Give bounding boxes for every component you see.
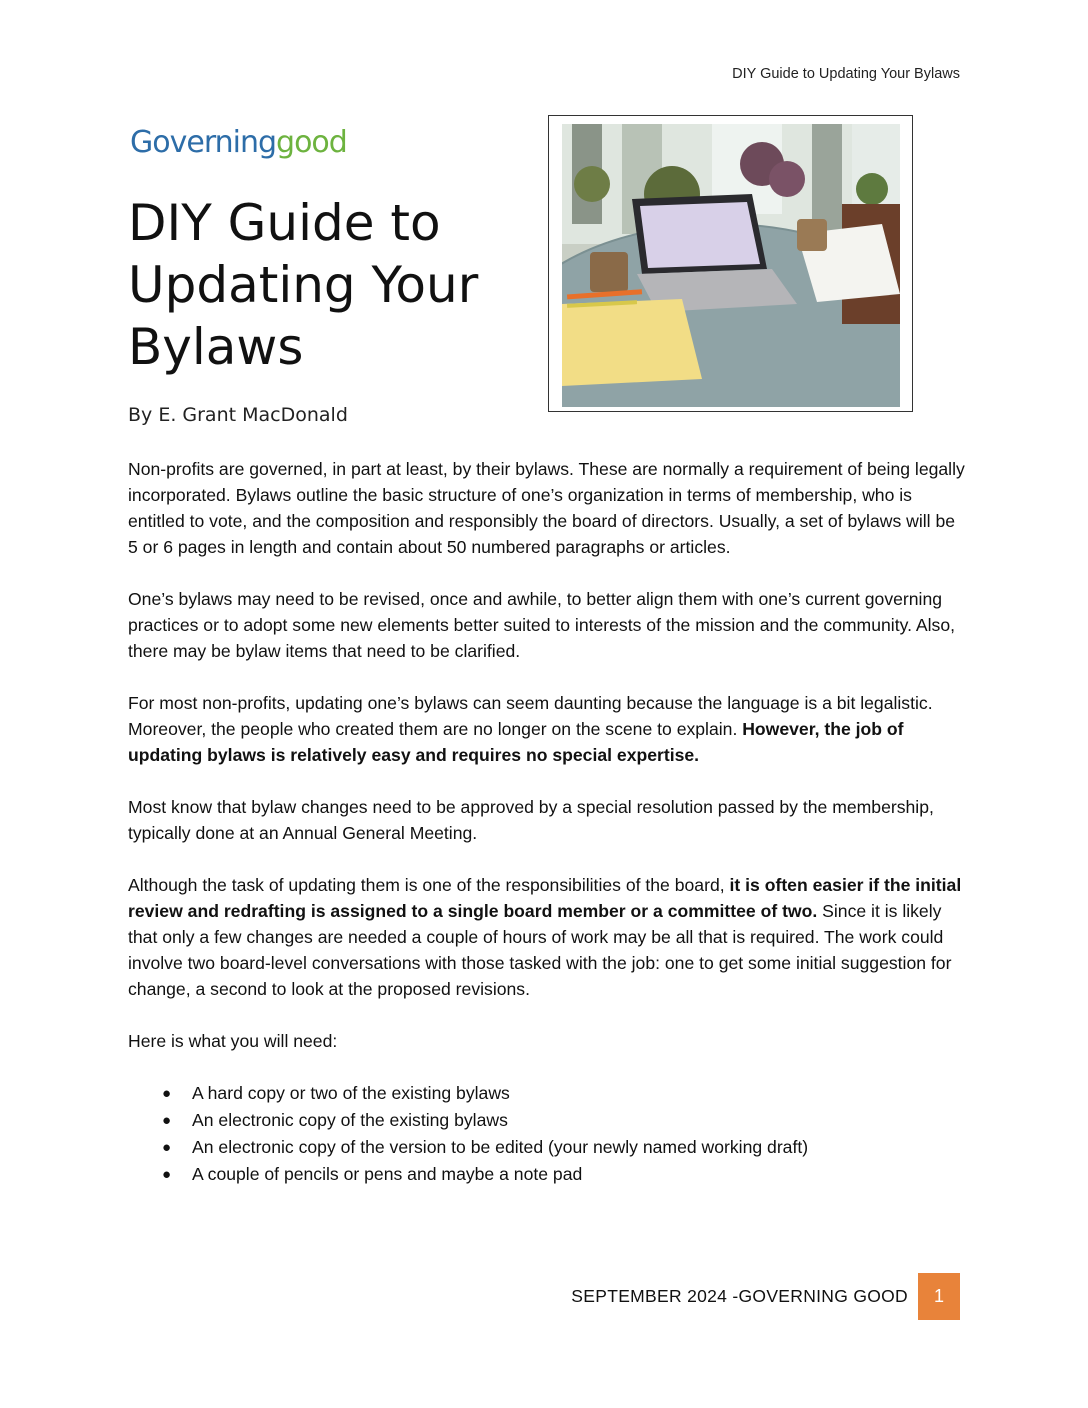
title-line-3: Bylaws	[128, 318, 304, 376]
paragraph-daunting-emphasis: However, the job of updating bylaws is relatively easy and requires no special expertise.	[128, 719, 904, 765]
list-item-text: An electronic copy of the version to be edited (your newly named working draft)	[192, 1137, 809, 1157]
document-title	[128, 192, 528, 378]
list-item-text: A couple of pencils or pens and maybe a note pad	[192, 1164, 583, 1184]
paragraph-task-text-2: Since it is likely that only a few changes are needed a couple of hours of work may be all that is required. The work could involve two board-level conversations with those tasked with the job: one to get some initial suggestion for change, a second to look at the proposed revisions.	[128, 901, 952, 999]
list-item	[128, 1080, 968, 1107]
paragraph-daunting	[128, 690, 968, 768]
paragraph-daunting-text: For most non-profits, updating one’s bylaws can seem daunting because the language is a bit legalistic. Moreover, the people who created them are no longer on the scene to explain.	[128, 693, 933, 739]
running-header: DIY Guide to Updating Your Bylaws	[732, 66, 960, 82]
paragraph-intro: Non-profits are governed, in part at least, by their bylaws. These are normally a requirement of being legally incorporated. Bylaws outline the basic structure of one’s organization in terms of membership, who is entitled to vote, and the composition and responsibly the board of directors. Usually, a set of bylaws will be 5 or 6 pages in length and contain about 50 numbered paragraphs or articles.	[128, 459, 965, 557]
list-item-text: An electronic copy of the existing bylaws	[192, 1110, 508, 1130]
article-body	[128, 456, 968, 1188]
governing-good-logo	[130, 125, 347, 160]
list-item	[128, 1161, 968, 1188]
photo-icon	[562, 124, 900, 407]
logo-text-governing: Governing	[130, 125, 277, 160]
list-item	[128, 1134, 968, 1161]
byline: By E. Grant MacDonald	[128, 404, 348, 426]
photo-frame	[548, 115, 913, 412]
bullet-icon: ●	[162, 1139, 172, 1156]
bullet-icon: ●	[162, 1112, 172, 1129]
paragraph-approval: Most know that bylaw changes need to be approved by a special resolution passed by the membership, typically done at an Annual General Meeting.	[128, 797, 934, 843]
footer-text: SEPTEMBER 2024 -GOVERNING GOOD	[571, 1286, 908, 1306]
paragraph-needs-intro: Here is what you will need:	[128, 1031, 338, 1051]
title-line-1: DIY Guide to	[128, 194, 441, 252]
logo-text-good: good	[276, 125, 347, 160]
list-item-text: A hard copy or two of the existing bylaws	[192, 1083, 510, 1103]
paragraph-task-emphasis: it is often easier if the initial review and redrafting is assigned to a single board member or a committee of two.	[128, 875, 962, 921]
title-line-2: Updating Your	[128, 256, 479, 314]
paragraph-revision: One’s bylaws may need to be revised, once and awhile, to better align them with one’s current governing practices or to adopt some new elements better suited to interests of the mission and the community. Also, there may be bylaw items that need to be clarified.	[128, 589, 955, 661]
needs-list	[128, 1080, 968, 1188]
bullet-icon: ●	[162, 1166, 172, 1183]
paragraph-task-text-1: Although the task of updating them is one of the responsibilities of the board,	[128, 875, 730, 895]
paragraph-task	[128, 872, 968, 1002]
page-number: 1	[918, 1273, 960, 1320]
bullet-icon: ●	[162, 1085, 172, 1102]
list-item	[128, 1107, 968, 1134]
